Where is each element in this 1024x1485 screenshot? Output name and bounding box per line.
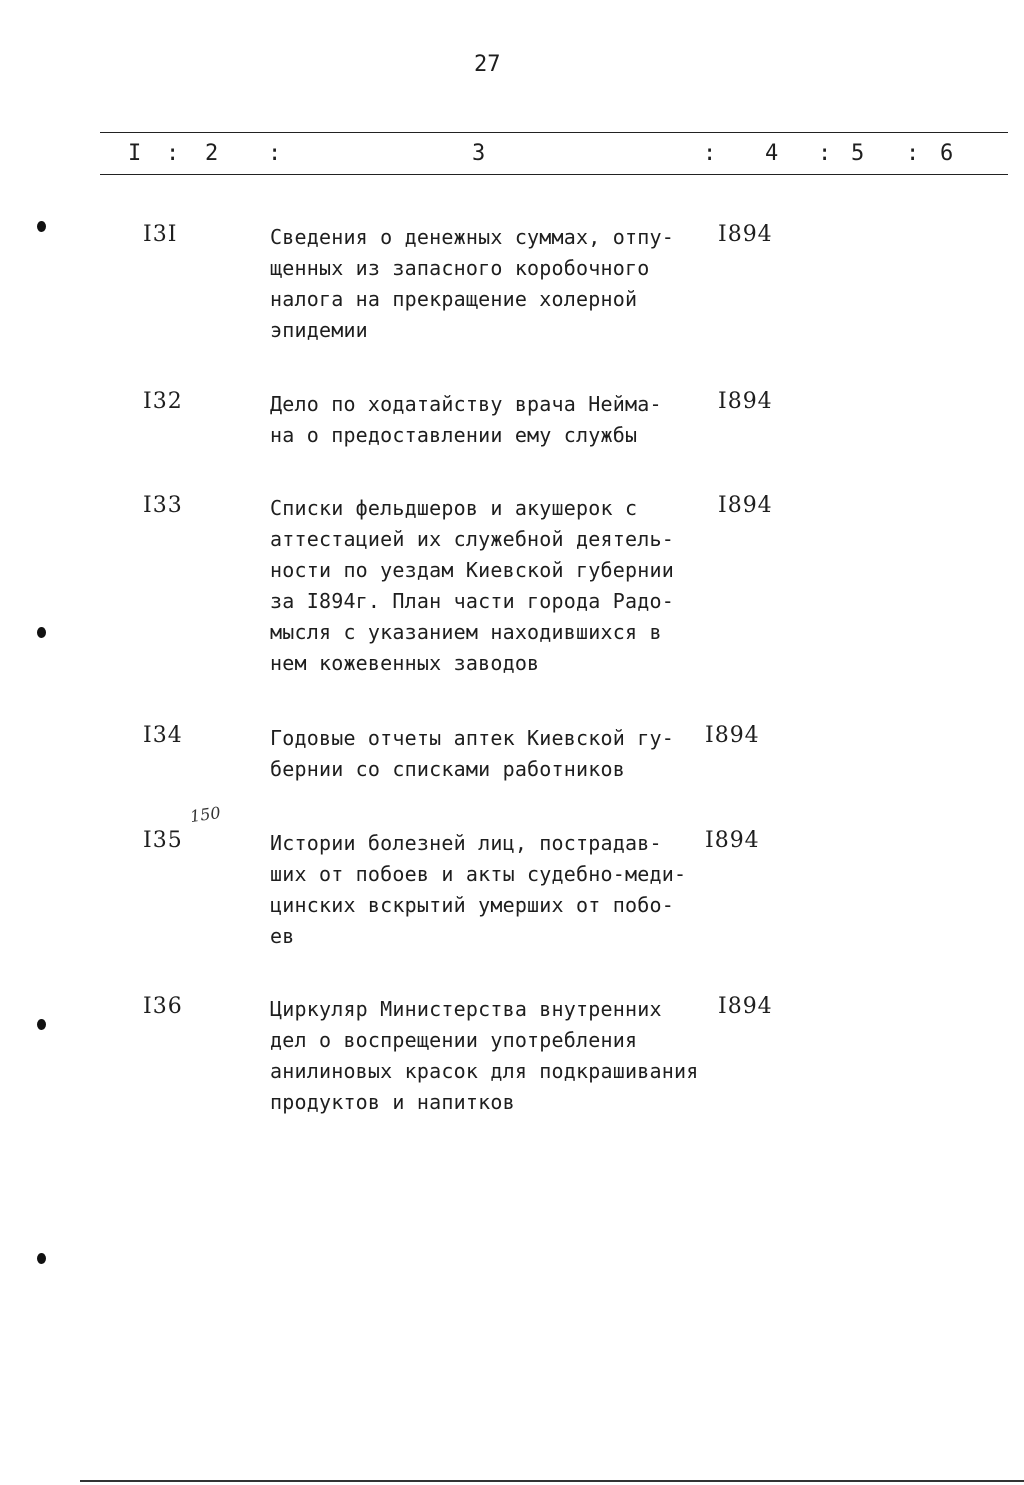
page-number: 27 bbox=[474, 52, 501, 77]
row-number: I35 bbox=[143, 828, 183, 853]
header-separator: : bbox=[703, 141, 718, 166]
header-col-5: 5 bbox=[851, 141, 866, 166]
row-description: Циркуляр Министерства внутренних дел о воспрещении употребления анилиновых красок для подкрашивания продуктов и напитков bbox=[270, 997, 699, 1114]
punch-hole bbox=[37, 627, 46, 638]
header-separator: : bbox=[818, 141, 833, 166]
row-number: I3I bbox=[143, 222, 178, 247]
row-year: I894 bbox=[718, 222, 773, 247]
punch-hole bbox=[37, 1019, 46, 1030]
row-number: I36 bbox=[143, 994, 183, 1019]
row-number: I32 bbox=[143, 389, 183, 414]
header-col-4: 4 bbox=[765, 141, 780, 166]
header-col-1: I bbox=[128, 141, 143, 166]
row-number: I34 bbox=[143, 723, 183, 748]
punch-hole bbox=[37, 1253, 46, 1264]
row-description: Дело по ходатайству врача Нейма- на о предоставлении ему службы bbox=[270, 392, 662, 447]
handwritten-note: 150 bbox=[188, 802, 222, 827]
header-separator: : bbox=[268, 141, 283, 166]
header-col-2: 2 bbox=[205, 141, 220, 166]
row-number: I33 bbox=[143, 493, 183, 518]
header-separator: : bbox=[906, 141, 921, 166]
row-year: I894 bbox=[718, 994, 773, 1019]
header-col-3: 3 bbox=[472, 141, 487, 166]
page-bottom-edge bbox=[80, 1480, 1024, 1482]
punch-hole bbox=[37, 221, 46, 232]
header-col-6: 6 bbox=[940, 141, 955, 166]
row-description: Сведения о денежных суммах, отпу- щенных из запасного коробочного налога на прекращение холерной эпидемии bbox=[270, 225, 674, 342]
row-description: Годовые отчеты аптек Киевской гу- бернии со списками работников bbox=[270, 726, 674, 781]
header-separator: : bbox=[166, 141, 181, 166]
row-description: Списки фельдшеров и акушерок с аттестацией их служебной деятель- ности по уездам Киевской губернии за I894г. План части города Радо- мысля с указанием находившихся в нем кожевенных заводов bbox=[270, 496, 674, 675]
row-year: I894 bbox=[705, 828, 760, 853]
row-description: Истории болезней лиц, пострадав- ших от побоев и акты судебно-меди- цинских вскрытий умерших от побо- ев bbox=[270, 831, 687, 948]
row-year: I894 bbox=[718, 389, 773, 414]
row-year: I894 bbox=[705, 723, 760, 748]
row-year: I894 bbox=[718, 493, 773, 518]
table-bottom-rule bbox=[100, 174, 1008, 175]
table-top-rule bbox=[100, 132, 1008, 133]
